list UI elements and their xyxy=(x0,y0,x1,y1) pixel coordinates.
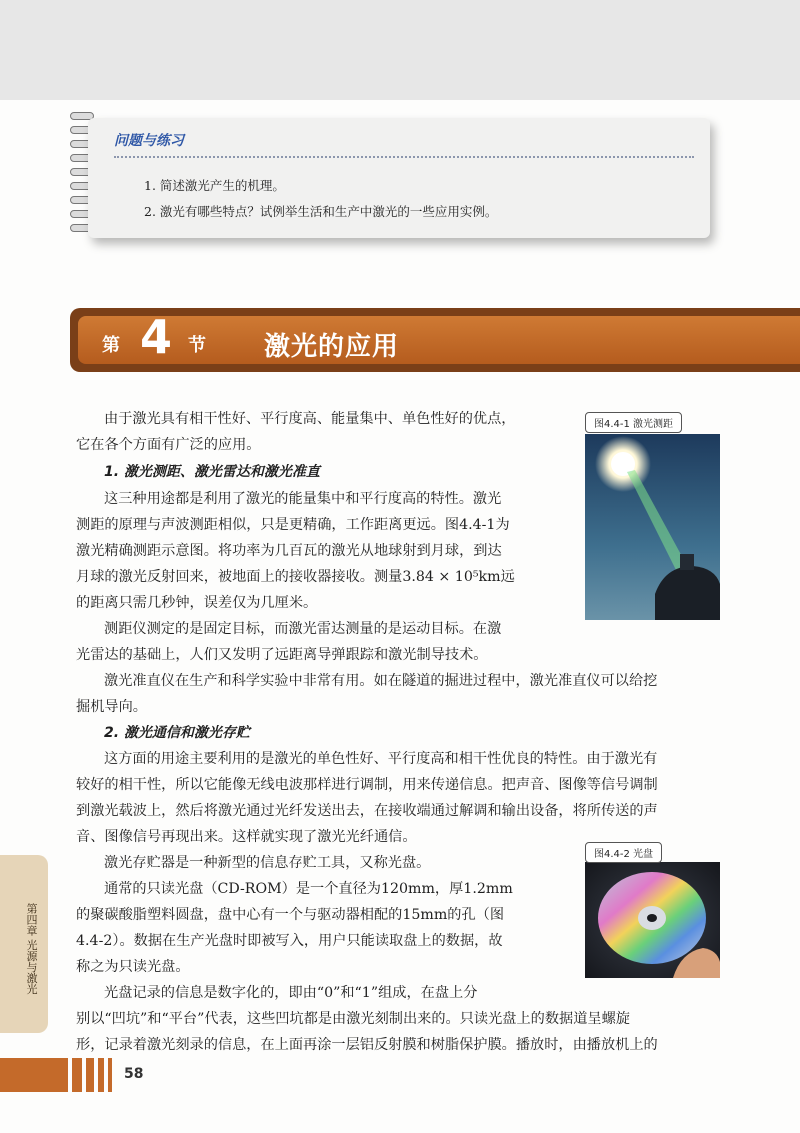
figure-caption: 图4.4-2 光盘 xyxy=(585,842,662,863)
text-line: 光雷达的基础上，人们又发明了远距离导弹跟踪和激光制导技术。 xyxy=(76,647,488,663)
figure-optical-disc xyxy=(585,842,720,978)
exercise-question: 1. 简述激光产生的机理。 xyxy=(144,178,285,193)
text-line: 激光精确测距示意图。将功率为几百瓦的激光从地球射到月球，到达 xyxy=(76,543,502,559)
text-line: 月球的激光反射回来，被地面上的接收器接收。测量3.84 × 10⁵km远 xyxy=(76,569,515,585)
section-prefix: 第 xyxy=(102,335,120,356)
text-line: 别以“凹坑”和“平台”代表，这些凹坑都是由激光刻制出来的。只读光盘上的数据道呈螺旋 xyxy=(76,1011,630,1027)
footer-bar-block xyxy=(72,1058,82,1092)
chapter-side-tab xyxy=(0,855,48,1033)
exercise-title: 问题与练习 xyxy=(114,133,184,149)
text-line: 这方面的用途主要利用的是激光的单色性好、平行度高和相干性优良的特性。由于激光有 xyxy=(104,751,658,767)
text-line: 测距的原理与声波测距相似，只是更精确，工作距离更远。图4.4-1为 xyxy=(76,517,510,533)
text-line: 激光存贮器是一种新型的信息存贮工具，又称光盘。 xyxy=(104,855,431,871)
text-line: 4.4-2）。数据在生产光盘时即被写入，用户只能读取盘上的数据，故 xyxy=(76,933,503,949)
footer-bar-block xyxy=(0,1058,68,1092)
figure-laser-ranging xyxy=(585,412,720,620)
text-line: 测距仪测定的是固定目标，而激光雷达测量的是运动目标。在激 xyxy=(104,621,502,637)
footer-bar-block xyxy=(108,1058,112,1092)
exercise-card xyxy=(88,118,710,238)
figure-caption: 图4.4-1 激光测距 xyxy=(585,412,682,433)
text-line: 由于激光具有相干性好、平行度高、能量集中、单色性好的优点， xyxy=(104,411,516,427)
optical-disc-photo xyxy=(585,862,720,978)
exercise-question: 2. 激光有哪些特点？试例举生活和生产中激光的一些应用实例。 xyxy=(144,204,498,219)
text-line: 通常的只读光盘（CD-ROM）是一个直径为120mm，厚1.2mm xyxy=(104,881,513,897)
page-number: 58 xyxy=(124,1066,144,1082)
text-line: 激光准直仪在生产和科学实验中非常有用。如在隧道的掘进过程中，激光准直仪可以给挖 xyxy=(104,673,658,689)
text-line: 形，记录着激光刻录的信息，在上面再涂一层铝反射膜和树脂保护膜。播放时，由播放机上的 xyxy=(76,1037,658,1053)
text-line: 掘机导向。 xyxy=(76,699,147,715)
text-line: 的距离只需几秒钟，误差仅为几厘米。 xyxy=(76,595,318,611)
subsection-heading: 2. 激光通信和激光存贮 xyxy=(104,725,250,741)
footer-bar-block xyxy=(86,1058,94,1092)
text-line: 这三种用途都是利用了激光的能量集中和平行度高的特性。激光 xyxy=(104,491,502,507)
footer-bar xyxy=(0,1058,120,1092)
dotted-divider xyxy=(114,156,694,158)
text-line: 称之为只读光盘。 xyxy=(76,959,190,975)
text-line: 到激光载波上，然后将激光通过光纤发送出去，在接收端通过解调和输出设备，将所传送的声 xyxy=(76,803,658,819)
section-number: 4 xyxy=(140,310,173,364)
text-line: 的聚碳酸脂塑料圆盘，盘中心有一个与驱动器相配的15mm的孔（图 xyxy=(76,907,505,923)
text-line: 光盘记录的信息是数字化的，即由“0”和“1”组成，在盘上分 xyxy=(104,985,478,1001)
section-banner xyxy=(70,308,800,372)
text-line: 它在各个方面有广泛的应用。 xyxy=(76,437,261,453)
section-title: 激光的应用 xyxy=(264,332,400,362)
chapter-label: 第四章 光源与激光 xyxy=(25,903,38,995)
laser-ranging-photo xyxy=(585,434,720,620)
section-banner-inner xyxy=(78,310,800,364)
text-line: 较好的相干性，所以它能像无线电波那样进行调制，用来传递信息。把声音、图像等信号调制 xyxy=(76,777,658,793)
text-line: 音、图像信号再现出来。这样就实现了激光光纤通信。 xyxy=(76,829,417,845)
top-band xyxy=(0,0,800,100)
footer-bar-block xyxy=(98,1058,104,1092)
section-suffix: 节 xyxy=(188,335,206,356)
subsection-heading: 1. 激光测距、激光雷达和激光准直 xyxy=(104,464,320,480)
